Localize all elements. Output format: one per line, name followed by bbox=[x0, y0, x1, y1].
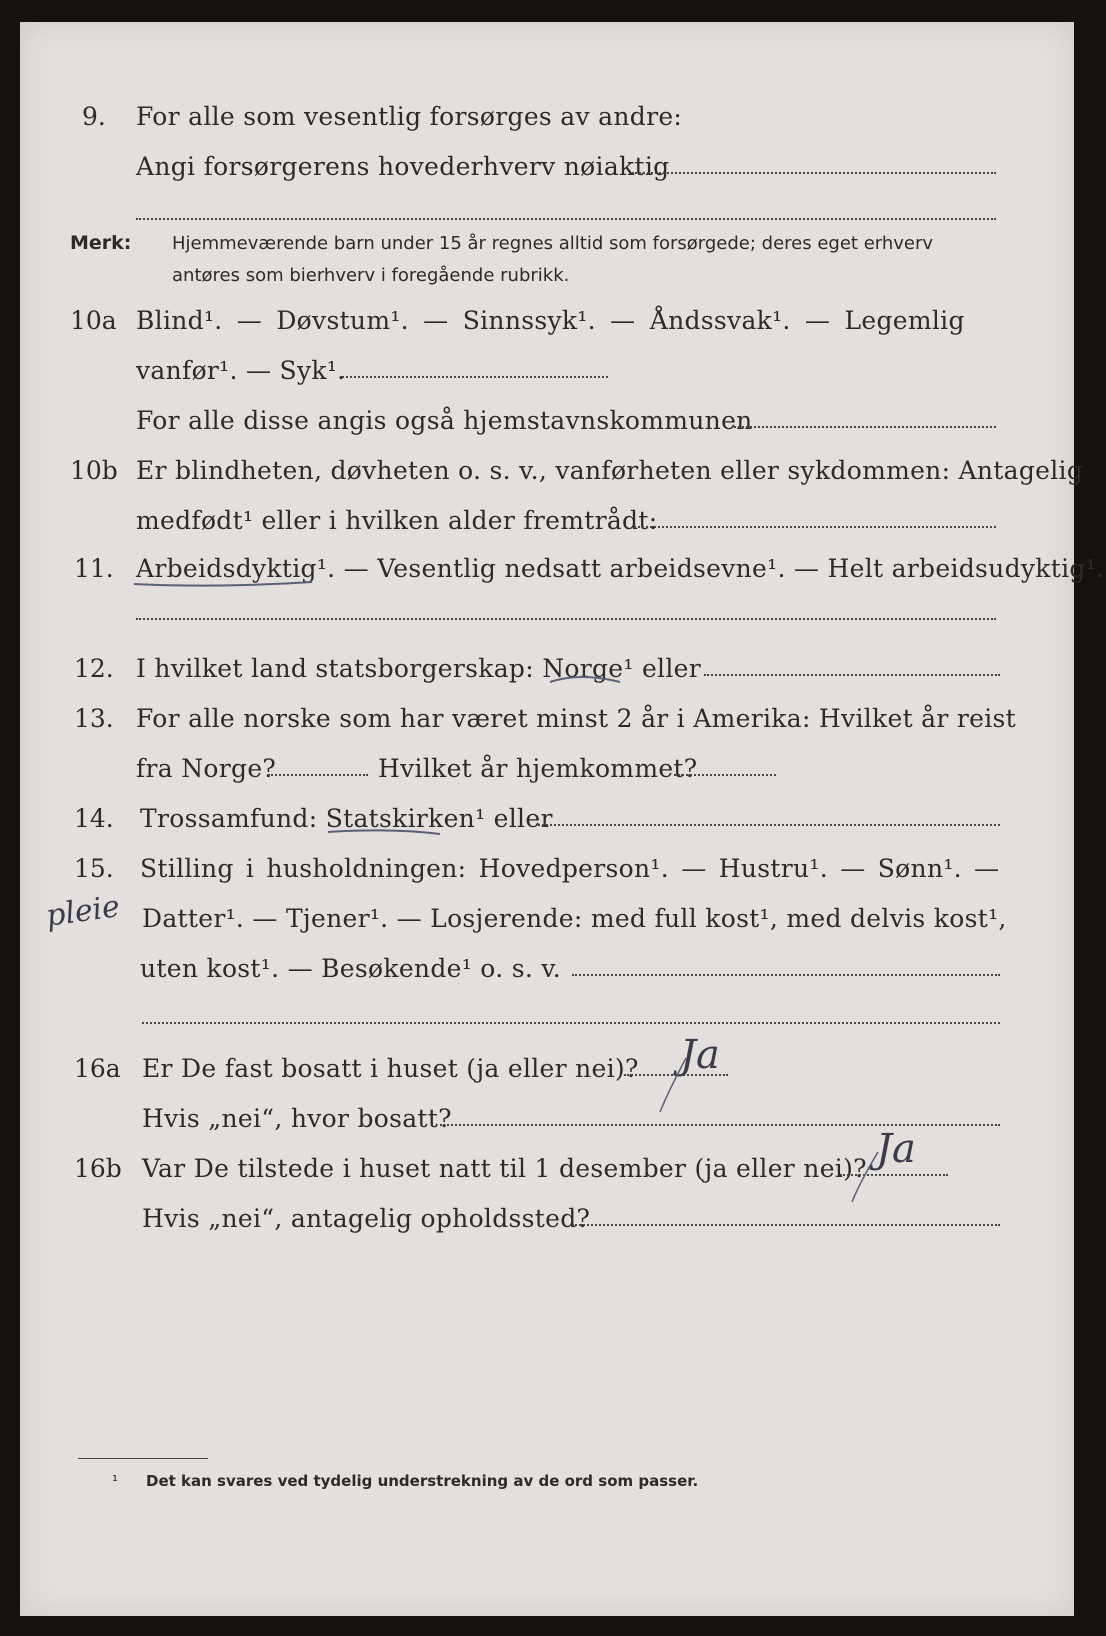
q15-line3: uten kost¹. — Besøkende¹ o. s. v. bbox=[140, 954, 562, 983]
q15-number: 15. bbox=[74, 854, 114, 883]
q16b-handwritten-answer: Ja bbox=[876, 1126, 916, 1172]
q14-prefix: Trossamfund: bbox=[140, 804, 326, 833]
q16a-pen-stroke bbox=[660, 1058, 686, 1112]
q9-line2: Angi forsørgerens hovederhverv nøiaktig bbox=[136, 152, 670, 181]
q14-suffix: ¹ eller bbox=[475, 804, 553, 833]
q11-number: 11. bbox=[74, 554, 114, 583]
q15-handwritten-margin: pleie bbox=[43, 889, 122, 934]
q14-underline bbox=[328, 830, 440, 834]
footnote-mark: ¹ bbox=[112, 1472, 119, 1490]
q12-prefix: I hvilket land statsborgerskap: bbox=[136, 654, 543, 683]
q10a-line2: vanfør¹. — Syk¹. bbox=[136, 356, 346, 385]
q16b-line1: Var De tilstede i huset natt til 1 desember (ja eller nei)? bbox=[142, 1154, 867, 1183]
q13-line1: For alle norske som har været minst 2 år i Amerika: Hvilket år reist bbox=[136, 704, 1017, 733]
q10b-line1: Er blindheten, døvheten o. s. v., vanførheten eller sykdommen: Antagelig bbox=[136, 456, 1084, 485]
q10b-line2: medfødt¹ eller i hvilken alder fremtrådt: bbox=[136, 506, 658, 535]
q12-underline bbox=[550, 677, 620, 682]
merk-line2: antøres som bierhverv i foregående rubrikk. bbox=[172, 265, 570, 286]
q11-option-arbeidsdyktig[interactable]: Arbeidsdyktig¹. bbox=[136, 554, 336, 583]
q11-rest: — Vesentlig nedsatt arbeidsevne¹. — Helt arbeidsudyktig¹. bbox=[335, 554, 1105, 583]
q13-line2b: Hvilket år hjemkommet? bbox=[378, 754, 698, 783]
q15-line1: Stilling i husholdningen: Hovedperson¹. — Hustru¹. — Sønn¹. — bbox=[140, 854, 1000, 883]
q10b-number: 10b bbox=[70, 456, 118, 485]
q14-option-statskirken[interactable]: Statskirken bbox=[325, 804, 476, 833]
q16a-handwritten-answer: Ja bbox=[680, 1032, 720, 1078]
q10a-line3: For alle disse angis også hjemstavnskommunen bbox=[136, 406, 753, 435]
q16a-line1: Er De fast bosatt i huset (ja eller nei)? bbox=[142, 1054, 639, 1083]
q16b-number: 16b bbox=[74, 1154, 122, 1183]
q16a-line2: Hvis „nei“, hvor bosatt? bbox=[142, 1104, 452, 1133]
q13-line2a: fra Norge? bbox=[136, 754, 277, 783]
q12-suffix: ¹ eller bbox=[623, 654, 701, 683]
q15-line2: Datter¹. — Tjener¹. — Losjerende: med full kost¹, med delvis kost¹, bbox=[142, 904, 1007, 933]
handwritten-marks bbox=[20, 22, 1074, 1616]
q12-option-norge[interactable]: Norge bbox=[542, 654, 624, 683]
q10a-number: 10a bbox=[70, 306, 117, 335]
census-form-page bbox=[20, 22, 1105, 1616]
merk-label: Merk: bbox=[70, 232, 132, 254]
q16a-number: 16a bbox=[74, 1054, 121, 1083]
q11-underline bbox=[134, 582, 312, 586]
q12-number: 12. bbox=[74, 654, 114, 683]
q16b-line2: Hvis „nei“, antagelig opholdssted? bbox=[142, 1204, 591, 1233]
q16b-pen-stroke bbox=[852, 1152, 878, 1202]
q14-number: 14. bbox=[74, 804, 114, 833]
q9-line1: For alle som vesentlig forsørges av andre: bbox=[136, 102, 683, 131]
q9-number: 9. bbox=[82, 102, 106, 131]
q10a-line1: Blind¹. — Døvstum¹. — Sinnssyk¹. — Åndssvak¹. — Legemlig bbox=[136, 306, 965, 335]
q13-number: 13. bbox=[74, 704, 114, 733]
footnote-text: Det kan svares ved tydelig understrekning av de ord som passer. bbox=[146, 1472, 699, 1490]
merk-line1: Hjemmeværende barn under 15 år regnes alltid som forsørgede; deres eget erhverv bbox=[172, 233, 934, 254]
